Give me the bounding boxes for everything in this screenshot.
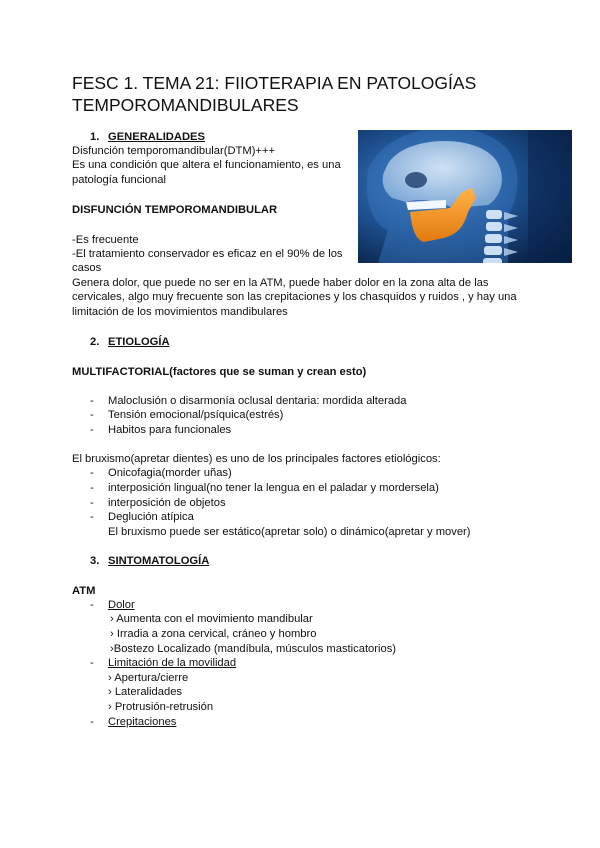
bruxismo-item: Onicofagia(morder uñas) xyxy=(108,467,232,479)
section-1-number: 1. xyxy=(90,131,100,143)
list-dash: - xyxy=(90,409,94,421)
limitacion-item: › Protrusión-retrusión xyxy=(108,701,214,713)
s1-paragraph-2a: Es una condición que altera el funcionamiento, es una xyxy=(72,159,341,171)
page-title-line-1: FESC 1. TEMA 21: FIIOTERAPIA EN PATOLOGÍAS xyxy=(72,73,477,93)
limitacion-item: › Apertura/cierre xyxy=(108,672,189,684)
list-dash: - xyxy=(90,424,94,436)
crepitaciones-label: Crepitaciones xyxy=(108,716,177,728)
dolor-item: ›Bostezo Localizado (mandíbula, músculos masticatorios) xyxy=(110,643,397,655)
section-3-heading: SINTOMATOLOGÍA xyxy=(108,555,210,567)
bruxismo-item: interposición de objetos xyxy=(108,497,226,509)
dolor-item: › Irradia a zona cervical, cráneo y hombro xyxy=(110,628,317,640)
section-2-heading: ETIOLOGÍA xyxy=(108,336,170,348)
multifactorial-label: MULTIFACTORIAL xyxy=(72,366,170,378)
bruxismo-item: interposición lingual(no tener la lengua en el paladar y mordersela) xyxy=(108,482,439,494)
s1-paragraph-1: Disfunción temporomandibular(DTM)+++ xyxy=(72,145,276,157)
s1-bullet-2b: casos xyxy=(72,262,102,274)
s1-paragraph-3a: Genera dolor, que puede no ser en la ATM, puede haber dolor en la zona alta de las xyxy=(72,277,489,289)
s1-paragraph-2b: patología funcional xyxy=(72,174,166,186)
list-dash: - xyxy=(90,511,94,523)
list-dash: - xyxy=(90,657,94,669)
s1-subheading: DISFUNCIÓN TEMPOROMANDIBULAR xyxy=(72,204,278,216)
bruxismo-extra: El bruxismo puede ser estático(apretar solo) o dinámico(apretar y mover) xyxy=(108,526,471,538)
limitacion-item: › Lateralidades xyxy=(108,686,183,698)
section-1-heading: GENERALIDADES xyxy=(108,131,205,143)
multifactorial-note: (factores que se suman y crean esto) xyxy=(169,366,367,378)
list-dash: - xyxy=(90,395,94,407)
etiology-item: Habitos para funcionales xyxy=(108,424,232,436)
section-2-number: 2. xyxy=(90,336,100,348)
list-dash: - xyxy=(90,467,94,479)
limitacion-label: Limitación de la movilidad xyxy=(108,657,237,669)
jaw-xray-image xyxy=(358,130,572,263)
atm-heading: ATM xyxy=(72,585,96,597)
section-3-number: 3. xyxy=(90,555,100,567)
bruxismo-item: Deglución atípica xyxy=(108,511,194,523)
etiology-item: Tensión emocional/psíquica(estrés) xyxy=(108,409,284,421)
s1-paragraph-3b: cervicales, algo muy frecuente son las crepitaciones y los chasquidos y ruidos , y hay una xyxy=(72,291,517,303)
s1-paragraph-3c: limitación de los movimientos mandibulares xyxy=(72,306,288,318)
s1-bullet-2a: -El tratamiento conservador es eficaz en el 90% de los xyxy=(72,248,343,260)
s1-bullet-1: -Es frecuente xyxy=(72,234,139,246)
multifactorial-line xyxy=(72,365,366,380)
bruxismo-intro: El bruxismo(apretar dientes) es uno de los principales factores etiológicos: xyxy=(72,453,441,465)
page-title-line-2: TEMPOROMANDIBULARES xyxy=(72,95,299,115)
list-dash: - xyxy=(90,497,94,509)
list-dash: - xyxy=(90,599,94,611)
dolor-item: › Aumenta con el movimiento mandibular xyxy=(110,613,313,625)
etiology-item: Maloclusión o disarmonía oclusal dentaria: mordida alterada xyxy=(108,395,407,407)
dolor-label: Dolor xyxy=(108,599,135,611)
list-dash: - xyxy=(90,716,94,728)
list-dash: - xyxy=(90,482,94,494)
